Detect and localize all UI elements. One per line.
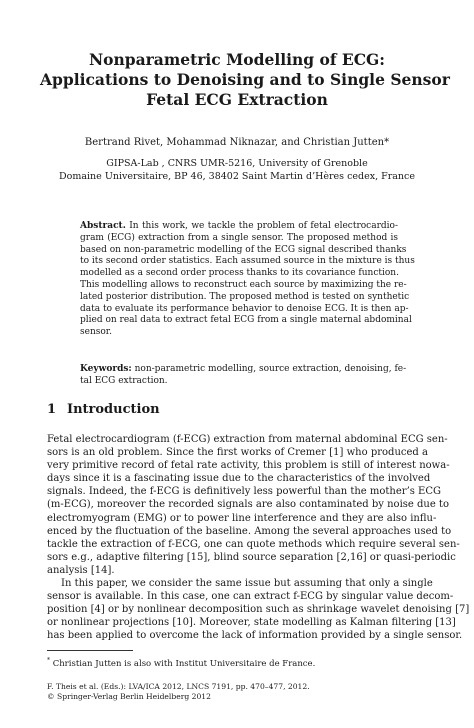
affiliation-line: Domaine Universitaire, BP 46, 38402 Saint Martin d’Hères cedex, France bbox=[59, 171, 415, 182]
abstract-line: gram (ECG) extraction from a single sensor. The proposed method is bbox=[80, 232, 398, 243]
abstract-line: This modelling allows to reconstruct each source by maximizing the re- bbox=[80, 279, 407, 290]
paper-title bbox=[40, 50, 450, 110]
affiliation bbox=[0, 157, 474, 183]
body-line: analysis [14]. bbox=[47, 564, 115, 576]
abstract-line: to its second order statistics. Each assumed source in the mixture is thus bbox=[80, 256, 415, 267]
abstract-line: plied on real data to extract fetal ECG from a single maternal abdominal bbox=[80, 315, 412, 326]
affiliation-line: GIPSA-Lab , CNRS UMR-5216, University of Grenoble bbox=[106, 158, 368, 169]
copyright-line: © Springer-Verlag Berlin Heidelberg 2012 bbox=[47, 692, 211, 701]
title-line: Applications to Denoising and to Single Sensor bbox=[40, 70, 450, 89]
body-line: enced by the fluctuation of the baseline. Among the several approaches used to bbox=[47, 525, 452, 537]
abstract-line: based on non-parametric modelling of the ECG signal described thanks bbox=[80, 244, 407, 255]
abstract-label: Abstract. bbox=[80, 221, 126, 231]
body-line: In this paper, we consider the same issue but assuming that only a single bbox=[61, 578, 433, 590]
section-title: Introduction bbox=[67, 402, 160, 417]
abstract bbox=[80, 221, 415, 339]
body-line: sors is an old problem. Since the first works of Cremer [1] who produced a bbox=[47, 447, 428, 459]
title-line: Fetal ECG Extraction bbox=[146, 90, 328, 109]
abstract-line: Abstract. In this work, we tackle the problem of fetal electrocardio- bbox=[80, 221, 398, 231]
keywords-line: tal ECG extraction. bbox=[80, 375, 168, 386]
publisher-info bbox=[47, 682, 310, 702]
footnote-text: Christian Jutten is also with Institut Universitaire de France. bbox=[52, 658, 316, 669]
footnote bbox=[47, 655, 315, 670]
body-line: or nonlinear projections [10]. Moreover, state modelling as Kalman filtering [13] bbox=[47, 617, 456, 629]
body-line: sensor is available. In this case, one can extract f-ECG by singular value decom- bbox=[47, 591, 454, 603]
body-text bbox=[47, 433, 470, 643]
body-line: signals. Indeed, the f-ECG is definitively less powerful than the mother’s ECG bbox=[47, 486, 441, 498]
body-line: Fetal electrocardiogram (f-ECG) extraction from maternal abdominal ECG sen- bbox=[47, 434, 448, 445]
title-line: Nonparametric Modelling of ECG: bbox=[88, 50, 386, 69]
body-line: sors e.g., adaptive filtering [15], blind source separation [2,16] or quasi-periodic bbox=[47, 551, 456, 563]
keywords-line: Keywords: non-parametric modelling, source extraction, denoising, fe- bbox=[80, 364, 407, 374]
section-number: 1 bbox=[47, 402, 57, 417]
body-line: electromyogram (EMG) or to power line interference and they are also influ- bbox=[47, 512, 437, 524]
body-line: position [4] or by nonlinear decomposition such as shrinkage wavelet denoising [7] bbox=[47, 604, 470, 616]
body-line: days since it is a fascinating issue due to the characteristics of the involved bbox=[47, 473, 431, 485]
abstract-line: data to evaluate its performance behavior to denoise ECG. It is then ap- bbox=[80, 303, 409, 314]
body-line: very primitive record of fetal rate activity, this problem is still of interest nowa- bbox=[47, 460, 450, 472]
keywords bbox=[80, 364, 407, 388]
abstract-line: lated posterior distribution. The proposed method is tested on synthetic bbox=[80, 291, 410, 302]
body-line: has been applied to overcome the lack of information provided by a single sensor. bbox=[47, 630, 463, 642]
body-line: (m-ECG), moreover the recorded signals are also contaminated by noise due to bbox=[47, 499, 449, 511]
keywords-label: Keywords: bbox=[80, 364, 132, 374]
abstract-line: sensor. bbox=[80, 327, 112, 338]
abstract-line: modelled as a second order process thanks to its covariance function. bbox=[80, 268, 399, 279]
author-list: Bertrand Rivet, Mohammad Niknazar, and Christian Jutten* bbox=[84, 137, 390, 148]
citation-line: F. Theis et al. (Eds.): LVA/ICA 2012, LNCS 7191, pp. 470–477, 2012. bbox=[47, 682, 310, 691]
section-heading bbox=[47, 402, 160, 417]
body-line: tackle the extraction of f-ECG, one can quote methods which require several sen- bbox=[47, 538, 460, 550]
footnote-divider bbox=[47, 650, 133, 651]
footnote-marker: * bbox=[47, 657, 50, 664]
